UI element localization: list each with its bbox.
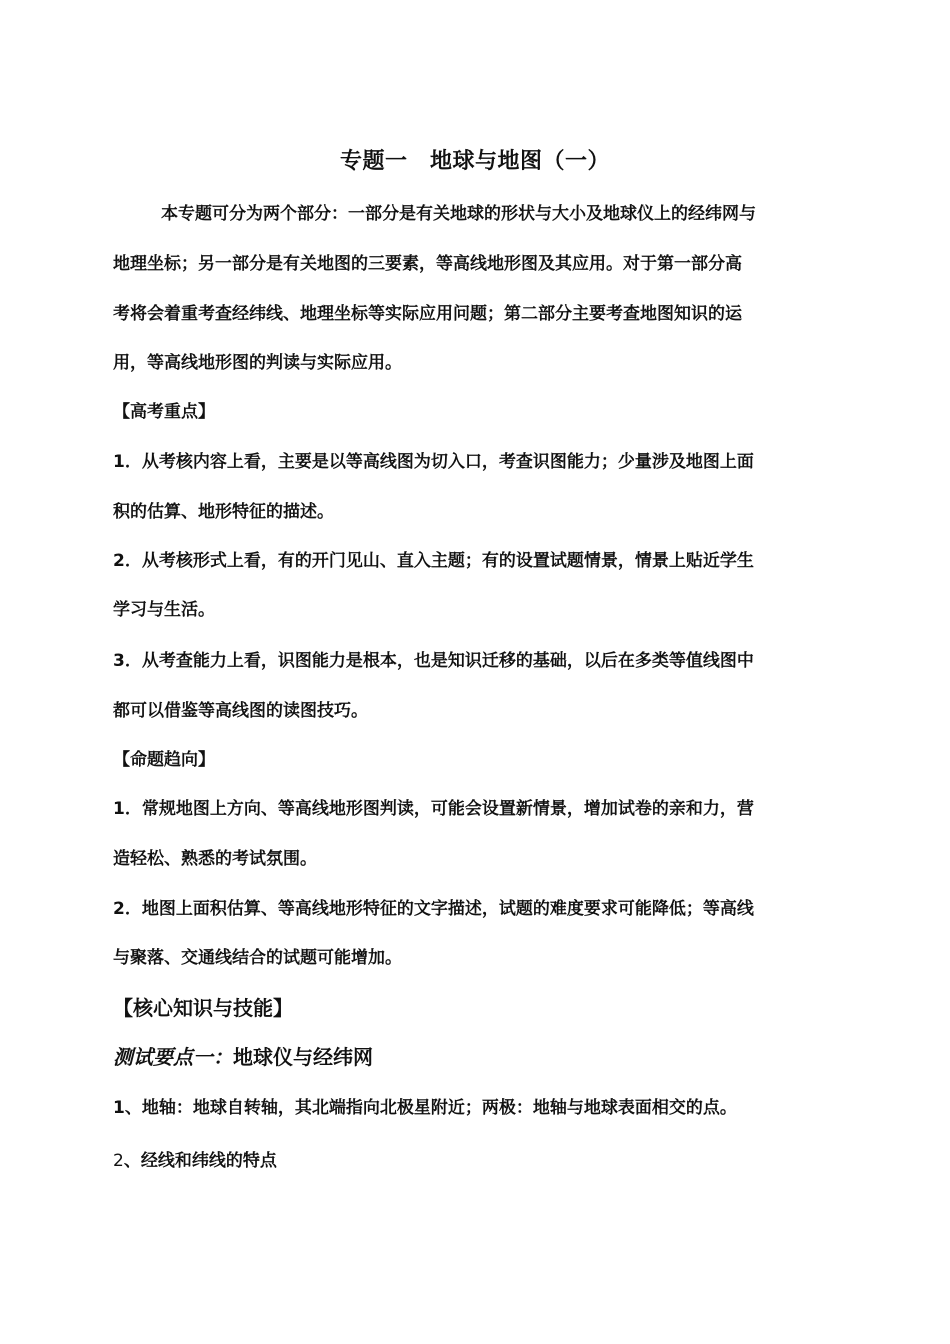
intro-line-1: 本专题可分为两个部分：一部分是有关地球的形状与大小及地球仪上的经纬网与 <box>161 204 756 224</box>
test-point-label: 测试要点一： <box>113 1045 233 1069</box>
trend-1-line-2: 造轻松、熟悉的考试氛围。 <box>113 849 317 869</box>
test-point-title: 地球仪与经纬网 <box>233 1045 373 1069</box>
key-point-2-line-2: 学习与生活。 <box>113 600 215 620</box>
document-title: 专题一 地球与地图（一） <box>339 149 610 174</box>
test-point-heading <box>113 1045 373 1069</box>
trends-heading: 【命题趋向】 <box>113 750 215 770</box>
trend-1-line-1: 1．常规地图上方向、等高线地形图判读，可能会设置新情景，增加试卷的亲和力，营 <box>113 799 754 819</box>
key-points-heading: 【高考重点】 <box>113 402 215 422</box>
core-item-1: 1、地轴：地球自转轴，其北端指向北极星附近；两极：地轴与地球表面相交的点。 <box>113 1098 737 1118</box>
core-item-2-number: 2 <box>113 1151 124 1171</box>
core-heading: 【核心知识与技能】 <box>113 996 293 1020</box>
key-point-1-line-1: 1．从考核内容上看，主要是以等高线图为切入口，考查识图能力；少量涉及地图上面 <box>113 452 754 472</box>
intro-line-2: 地理坐标；另一部分是有关地图的三要素，等高线地形图及其应用。对于第一部分高 <box>113 254 742 274</box>
core-item-2 <box>113 1149 277 1173</box>
trend-2-line-1: 2．地图上面积估算、等高线地形特征的文字描述，试题的难度要求可能降低；等高线 <box>113 899 754 919</box>
key-point-3-line-2: 都可以借鉴等高线图的读图技巧。 <box>113 701 368 721</box>
trend-2-line-2: 与聚落、交通线结合的试题可能增加。 <box>113 948 402 968</box>
intro-line-3: 考将会着重考查经纬线、地理坐标等实际应用问题；第二部分主要考查地图知识的运 <box>113 304 742 324</box>
intro-line-4: 用，等高线地形图的判读与实际应用。 <box>113 353 402 373</box>
key-point-3-line-1: 3．从考查能力上看，识图能力是根本，也是知识迁移的基础，以后在多类等值线图中 <box>113 651 754 671</box>
key-point-2-line-1: 2．从考核形式上看，有的开门见山、直入主题；有的设置试题情景，情景上贴近学生 <box>113 551 754 571</box>
key-point-1-line-2: 积的估算、地形特征的描述。 <box>113 502 334 522</box>
core-item-2-text: 、经线和纬线的特点 <box>123 1151 277 1171</box>
